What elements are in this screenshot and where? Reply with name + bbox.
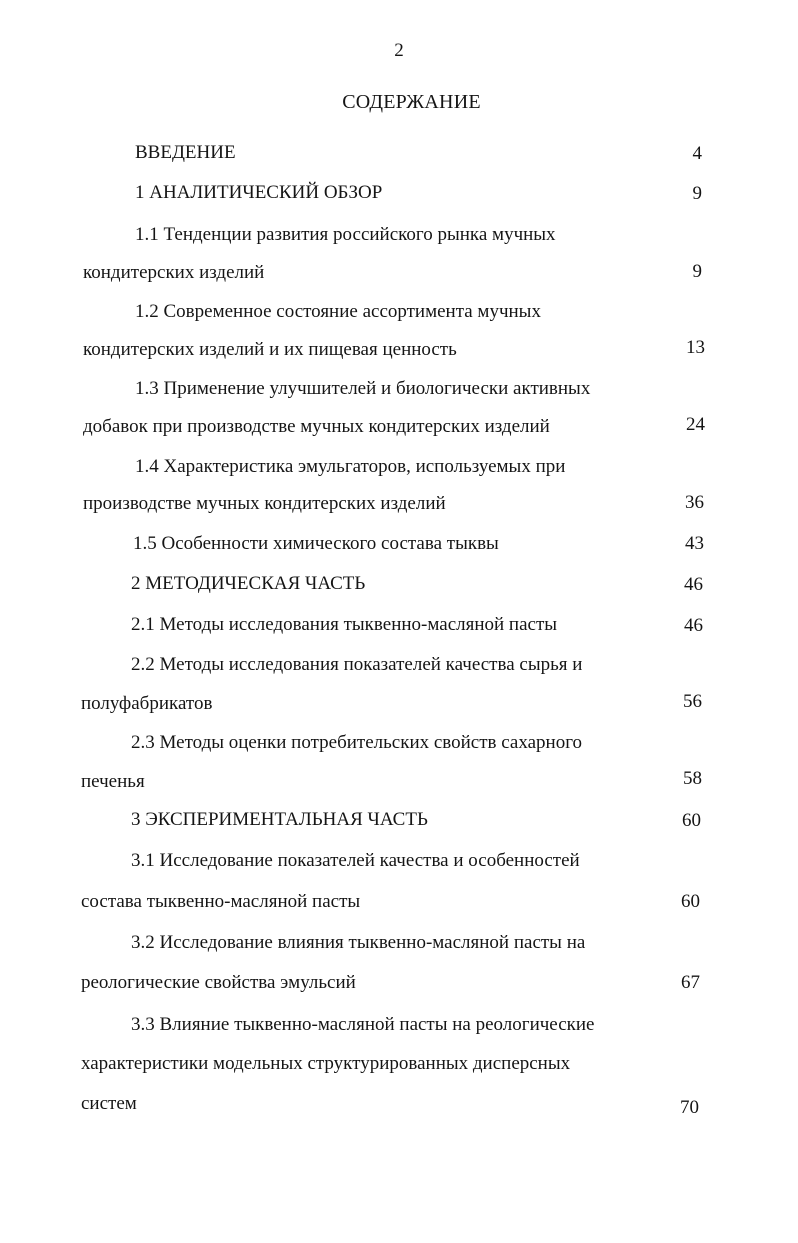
toc-entry-1-2-line-1: 1.2 Современное состояние ассортимента мучных [135,301,541,322]
toc-page-number: 46 [684,574,703,595]
toc-entry-3-1-line-1: 3.1 Исследование показателей качества и особенностей [131,850,580,871]
toc-entry-1-2-line-2: кондитерских изделий и их пищевая ценность [83,339,457,360]
toc-page-number: 56 [683,691,702,712]
toc-entry-1-1-line-2: кондитерских изделий [83,262,265,283]
toc-page-number: 13 [686,337,705,358]
toc-page-number: 43 [685,533,704,554]
toc-page-number: 60 [681,891,700,912]
toc-entry-1-1-line-1: 1.1 Тенденции развития российского рынка мучных [135,224,556,245]
page-number: 2 [394,40,404,61]
toc-entry-1-5: 1.5 Особенности химического состава тыквы [133,533,499,554]
toc-entry-3-1-line-2: состава тыквенно-масляной пасты [81,891,361,912]
toc-page-number: 4 [692,143,702,164]
toc-page-number: 36 [685,492,704,513]
toc-entry-2-3-line-1: 2.3 Методы оценки потребительских свойств сахарного [131,732,583,753]
toc-page-number: 67 [681,972,700,993]
toc-page-number: 46 [684,615,703,636]
toc-entry-1-4-line-2: производстве мучных кондитерских изделий [83,493,446,514]
toc-entry-1-4-line-1: 1.4 Характеристика эмульгаторов, используемых при [135,456,566,477]
toc-entry-1-3-line-2: добавок при производстве мучных кондитерских изделий [83,416,550,437]
toc-entry-section-1: 1 АНАЛИТИЧЕСКИЙ ОБЗОР [135,182,383,203]
toc-title: СОДЕРЖАНИЕ [342,91,481,113]
toc-page-number: 60 [682,810,701,831]
toc-entry-3-3-line-3: систем [81,1093,137,1114]
toc-page-number: 70 [680,1097,699,1118]
toc-page-number: 9 [692,183,702,204]
toc-page-number: 58 [683,768,702,789]
toc-entry-3-3-line-1: 3.3 Влияние тыквенно-масляной пасты на реологические [131,1014,595,1035]
toc-entry-1-3-line-1: 1.3 Применение улучшителей и биологически активных [135,378,591,399]
toc-entry-introduction: ВВЕДЕНИЕ [135,142,236,163]
toc-entry-2-2-line-1: 2.2 Методы исследования показателей качества сырья и [131,654,583,675]
toc-entry-3-3-line-2: характеристики модельных структурированных дисперсных [81,1053,571,1074]
toc-entry-section-2: 2 МЕТОДИЧЕСКАЯ ЧАСТЬ [131,573,366,594]
toc-page-number: 24 [686,414,705,435]
toc-entry-3-2-line-2: реологические свойства эмульсий [81,972,356,993]
toc-entry-2-2-line-2: полуфабрикатов [81,693,213,714]
toc-entry-2-1: 2.1 Методы исследования тыквенно-масляной пасты [131,614,558,635]
toc-page-number: 9 [692,261,702,282]
toc-entry-3-2-line-1: 3.2 Исследование влияния тыквенно-масляной пасты на [131,932,586,953]
toc-entry-section-3: 3 ЭКСПЕРИМЕНТАЛЬНАЯ ЧАСТЬ [131,809,428,830]
toc-entry-2-3-line-2: печенья [81,771,145,792]
